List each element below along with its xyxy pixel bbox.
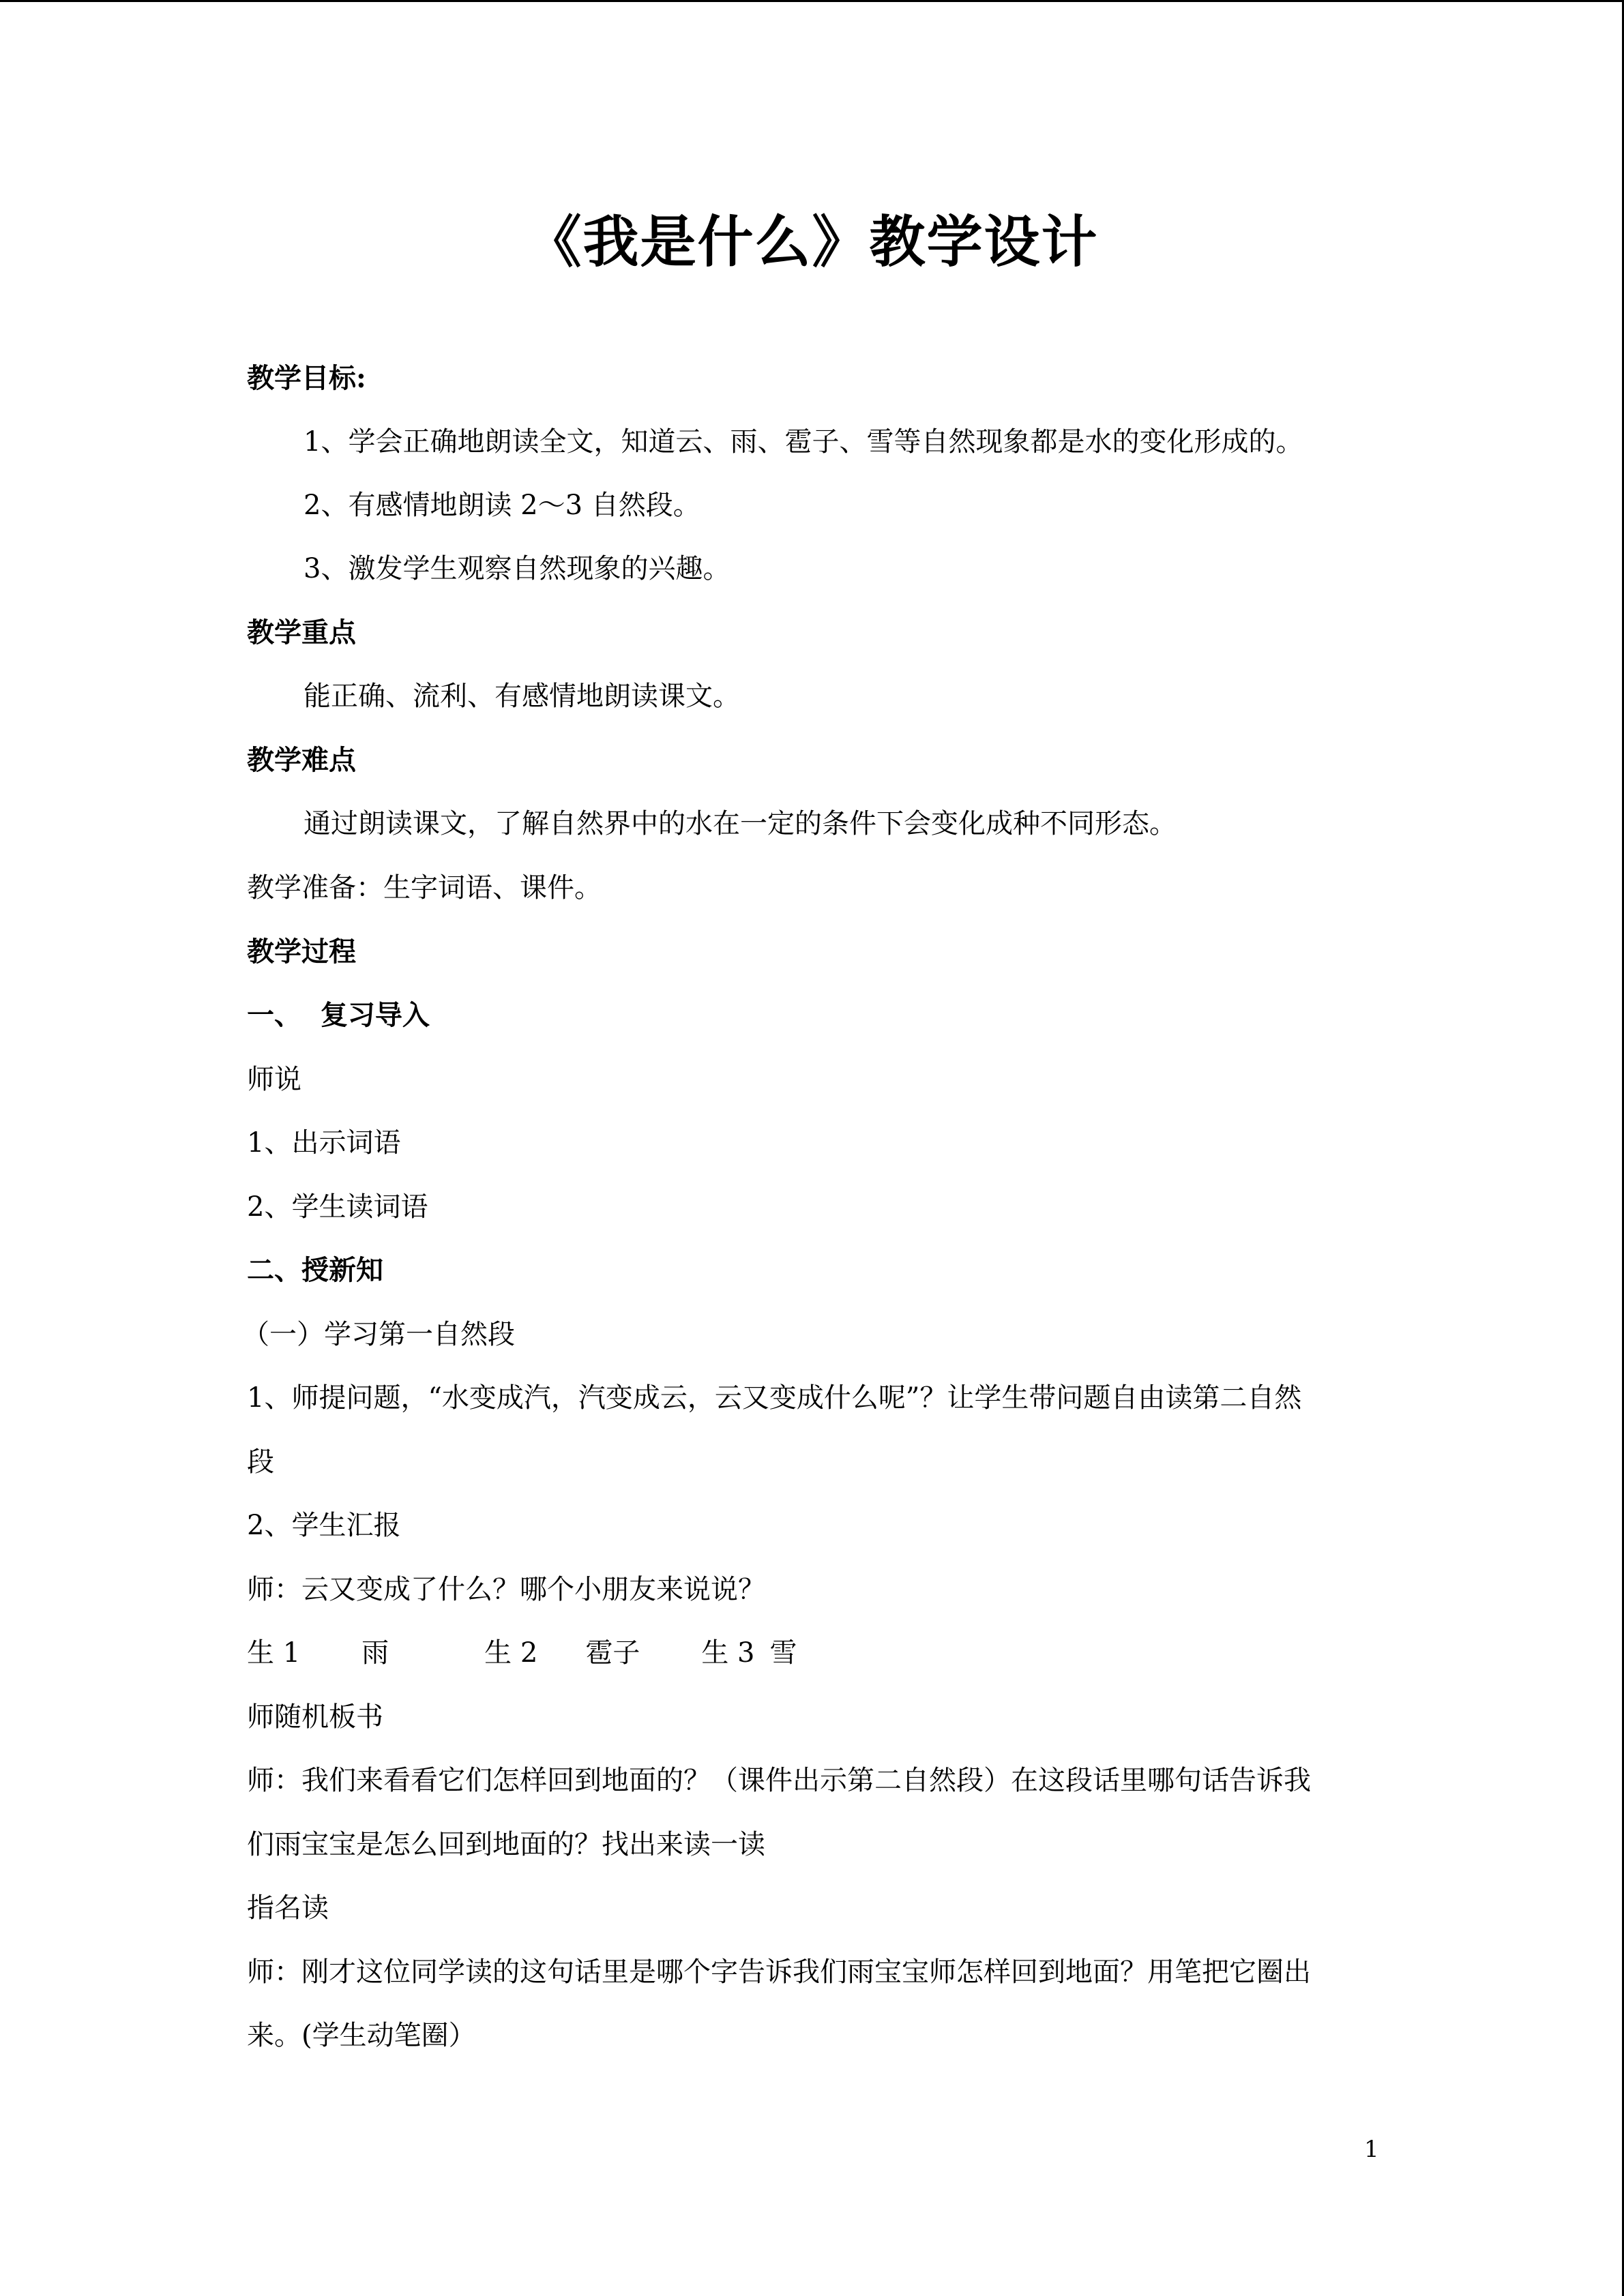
goal-item-2: 2、有感情地朗读 2～3 自然段。 <box>304 490 700 521</box>
key-points-heading: 教学重点 <box>247 616 356 648</box>
section-1-line-3: 2、学生读词语 <box>247 1191 428 1223</box>
section-1-line-1: 师说 <box>247 1064 301 1095</box>
goal-item-3: 3、激发学生观察自然现象的兴趣。 <box>304 553 730 584</box>
student-2-answer: 雹子 <box>585 1637 640 1669</box>
question-1-line-2: 段 <box>247 1446 274 1478</box>
difficulty-heading: 教学难点 <box>247 744 356 776</box>
question-1-line-1: 1、师提问题，“水变成汽，汽变成云，云又变成什么呢”？让学生带问题自由读第二自然 <box>247 1382 1302 1414</box>
student-answers <box>247 1634 1372 1672</box>
teacher-line-3-part-1: 师：刚才这位同学读的这句话里是哪个字告诉我们雨宝宝师怎样回到地面？用笔把它圈出 <box>247 1956 1311 1988</box>
student-1-answer: 雨 <box>361 1637 389 1669</box>
student-3-answer: 雪 <box>769 1637 797 1669</box>
difficulty-text: 通过朗读课文，了解自然界中的水在一定的条件下会变化成种不同形态。 <box>304 808 1177 839</box>
student-3-label: 生 3 <box>701 1637 755 1669</box>
teacher-line-2-part-1: 师：我们来看看它们怎样回到地面的？（课件出示第二自然段）在这段话里哪句话告诉我 <box>247 1765 1311 1796</box>
board-writing-note: 师随机板书 <box>247 1701 383 1733</box>
goal-item-1: 1、学会正确地朗读全文，知道云、雨、雹子、雪等自然现象都是水的变化形成的。 <box>304 426 1303 458</box>
student-2-label: 生 2 <box>484 1637 538 1669</box>
section-1-heading: 一、 复习导入 <box>247 999 430 1031</box>
teacher-line-2-part-2: 们雨宝宝是怎么回到地面的？找出来读一读 <box>247 1829 765 1860</box>
subsection-1-heading: （一）学习第一自然段 <box>242 1319 515 1350</box>
section-2-heading: 二、授新知 <box>247 1254 383 1286</box>
student-report: 2、学生汇报 <box>247 1510 401 1541</box>
named-reading: 指名读 <box>247 1892 329 1924</box>
page-top-border <box>0 0 1624 2</box>
page-number: 1 <box>1364 2136 1379 2163</box>
key-points-text: 能正确、流利、有感情地朗读课文。 <box>304 681 740 712</box>
process-heading: 教学过程 <box>247 936 356 968</box>
preparation-text: 教学准备：生字词语、课件。 <box>247 872 602 904</box>
teacher-question: 师：云又变成了什么？哪个小朋友来说说？ <box>247 1574 765 1605</box>
student-1-label: 生 1 <box>247 1637 301 1669</box>
teacher-line-3-part-2: 来。(学生动笔圈） <box>247 2020 476 2051</box>
goals-heading: 教学目标: <box>247 362 366 394</box>
section-1-line-2: 1、出示词语 <box>247 1127 401 1159</box>
document-title: 《我是什么》教学设计 <box>525 209 1099 275</box>
